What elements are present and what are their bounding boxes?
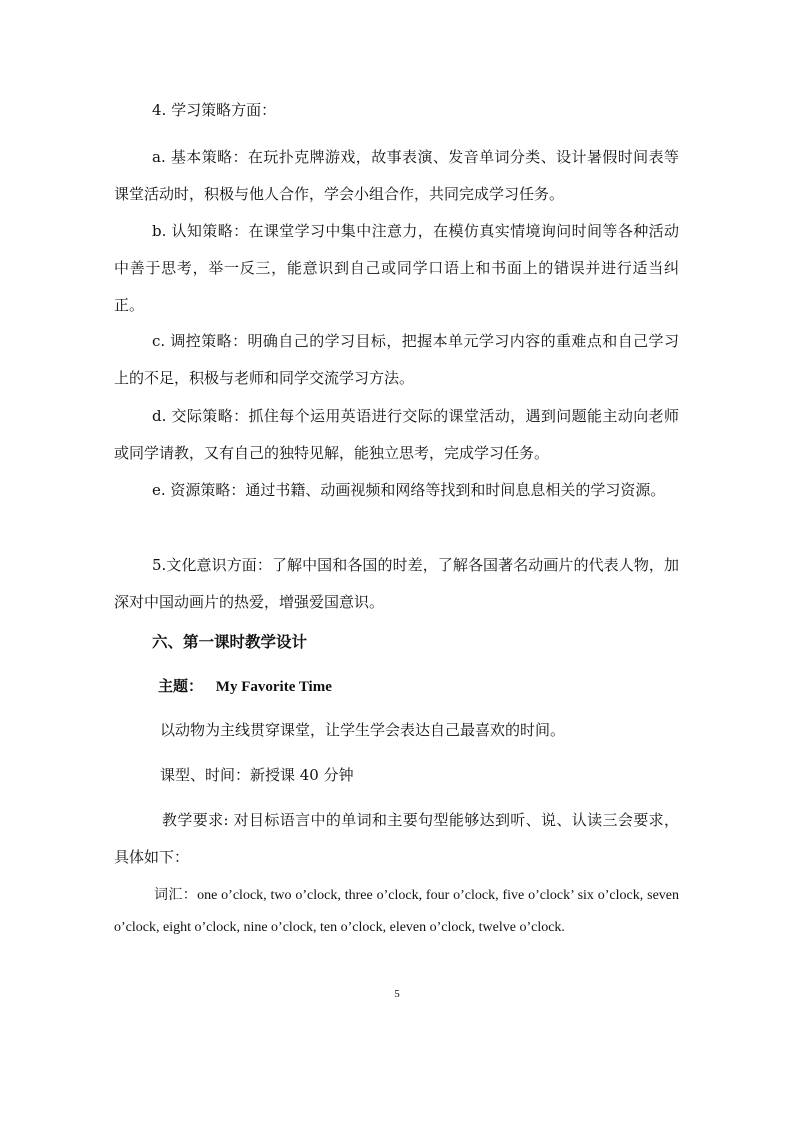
theme-label: 主题： <box>158 677 204 695</box>
strategy-regulation: c. 调控策略：明确自己的学习目标，把握本单元学习内容的重难点和自己学习上的不足，积极与老师和同学交流学习方法。 <box>114 332 679 387</box>
cultural-awareness: 5.文化意识方面：了解中国和各国的时差，了解各国著名动画片的代表人物，加深对中国动画片的热爱，增强爱国意识。 <box>114 556 679 611</box>
page-number: 5 <box>394 988 400 1000</box>
strategy-communication: d. 交际策略：抓住每个运用英语进行交际的课堂活动，遇到问题能主动向老师或同学请教，又有自己的独特见解，能独立思考，完成学习任务。 <box>114 407 679 462</box>
lesson-type-duration: 课型、时间：新授课 40 分钟 <box>160 766 354 784</box>
vocabulary-list: 词汇：one o’clock, two o’clock, three o’clock, four o’clock, five o’clock’ six o’clock, seven o’clock, eight o’clock, nine o’clock, ten o’clock, eleven o’clock, twelve o’clock. <box>114 888 679 935</box>
section-heading-lesson-design: 六、第一课时教学设计 <box>152 632 308 651</box>
strategy-resource: e. 资源策略：通过书籍、动画视频和网络等找到和时间息息相关的学习资源。 <box>152 481 666 499</box>
strategy-basic: a. 基本策略：在玩扑克牌游戏，故事表演、发音单词分类、设计暑假时间表等课堂活动时，积极与他人合作，学会小组合作，共同完成学习任务。 <box>114 148 679 203</box>
teaching-requirements: 教学要求: 对目标语言中的单词和主要句型能够达到听、说、认读三会要求，具体如下： <box>114 811 679 866</box>
theme-line <box>158 668 679 706</box>
lesson-overview: 以动物为主线贯穿课堂，让学生学会表达自己最喜欢的时间。 <box>160 721 566 739</box>
strategy-cognitive: b. 认知策略：在课堂学习中集中注意力，在模仿真实情境询问时间等各种活动中善于思考，举一反三，能意识到自己或同学口语上和书面上的错误并进行适当纠正。 <box>114 222 679 314</box>
section-learning-strategy-title: 4. 学习策略方面： <box>152 101 277 119</box>
theme-value: My Favorite Time <box>215 679 332 695</box>
